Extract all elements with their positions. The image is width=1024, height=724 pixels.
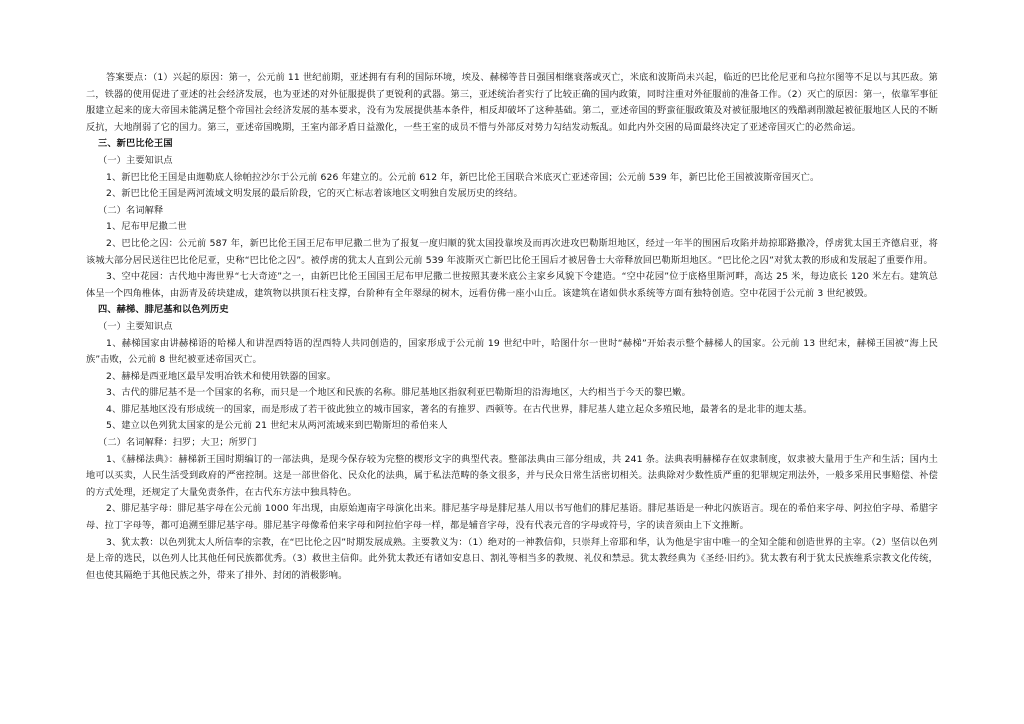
list-item: 2、腓尼基字母：腓尼基字母在公元前 1000 年出现，由原始迦南字母演化出来。腓尼基字母是腓尼基人用以书写他们的腓尼基语。腓尼基语是一种北闪族语言。现在的希伯来字母、阿拉伯字母、希腊字母、拉丁字母等，都可追溯至腓尼基字母。腓尼基字母像希伯来字母和阿拉伯字母一样，都是辅音字母，没有代表元音的字母或符号，字的读音须由上下文推断。	[86, 503, 938, 532]
list-item: 3、古代的腓尼基不是一个国家的名称，而只是一个地区和民族的名称。腓尼基地区指叙利亚巴勒斯坦的沿海地区，大约相当于今天的黎巴嫩。	[106, 387, 691, 399]
list-item: 1、新巴比伦王国是由迦勒底人徐帕拉沙尔于公元前 626 年建立的。公元前 612 年，新巴比伦王国联合米底灭亡亚述帝国；公元前 539 年，新巴比伦王国被波斯帝国灭亡。	[106, 171, 820, 183]
list-item: 3、犹太教：以色列犹太人所信奉的宗教，在“巴比伦之囚”时期发展成熟。主要教义为：（1）绝对的一神教信仰，只崇拜上帝耶和华，认为他是宇宙中唯一的全知全能和创造世界的主宰。（2）坚信以色列是上帝的选民，以色列人比其他任何民族都优秀。（3）救世主信仰。此外犹太教还有诸如安息日、割礼等相当多的教规、礼仪和禁忌。犹太教经典为《圣经·旧约》。犹太教有利于犹太民族维系宗教文化传统，但也使其隔绝于其他民族之外，带来了排外、封闭的消极影响。	[86, 536, 938, 581]
list-item: 1、《赫梯法典》：赫梯新王国时期编订的一部法典，是现今保存较为完整的楔形文字的典型代表。整部法典由三部分组成，共 241 条。法典表明赫梯存在奴隶制度，奴隶被大量用于生产和生活；国内土地可以买卖，人民生活受到政府的严密控制。这是一部世俗化、民众化的法典，属于私法范畴的条文很多，并与民众日常生活密切相关。法典除对少数性质严重的犯罪规定刑法外，一般多采用民事赔偿、补偿的方式处理，还规定了大量免责条件，在古代东方法中独具特色。	[86, 453, 938, 498]
section-heading-hittite-phoenicia-israel: 四、赫梯、腓尼基和以色列历史	[98, 304, 229, 316]
list-item: 3、空中花园：古代地中海世界“七大奇迹”之一，由新巴比伦王国国王尼布甲尼撒二世按照其妻米底公主家乡风貌下令建造。“空中花园”位于底格里斯河畔，高达 25 米，每边底长 120 米左右。建筑总体呈一个四角椎体，由沥青及砖块建成，建筑物以拱顶石柱支撑，台阶种有全年翠绿的树木，远看仿佛一座小山丘。该建筑在诸如供水系统等方面有独特创造。空中花园于公元前 3 世纪被毁。	[86, 271, 938, 299]
list-item: 2、新巴比伦王国是两河流域文明发展的最后阶段，它的灭亡标志着该地区文明独自发展历史的终结。	[106, 188, 523, 200]
subheading-term-definitions: （二）名词解释：扫罗；大卫；所罗门	[98, 437, 257, 449]
subheading-key-points: （一）主要知识点	[98, 154, 173, 166]
list-item: 1、赫梯国家由讲赫梯语的哈梯人和讲涅西特语的涅西特人共同创造的，国家形成于公元前 19 世纪中叶，哈图什尔一世时“赫梯”开始表示整个赫梯人的国家。公元前 13 世纪末，赫梯王国被“海上民族”击败，公元前 8 世纪被亚述帝国灭亡。	[86, 337, 938, 366]
list-item: 4、腓尼基地区没有形成统一的国家，而是形成了若干彼此独立的城市国家，著名的有推罗、西顿等。在古代世界，腓尼基人建立起众多殖民地，最著名的是北非的迦太基。	[106, 403, 813, 415]
subheading-key-points: （一）主要知识点	[98, 320, 173, 332]
list-item: 5、建立以色列犹太国家的是公元前 21 世纪末从两河流域来到巴勒斯坦的希伯来人	[106, 420, 448, 432]
list-item: 1、尼布甲尼撒二世	[106, 221, 187, 233]
subheading-term-definitions: （二）名词解释	[98, 204, 164, 216]
section-heading-neo-babylonian: 三、新巴比伦王国	[98, 138, 173, 150]
answer-key-paragraph: 答案要点：（1）兴起的原因：第一，公元前 11 世纪前期，亚述拥有有利的国际环境，埃及、赫梯等昔日强国相继衰落或灭亡，米底和波斯尚未兴起，临近的巴比伦尼亚和乌拉尔图等不足以与其匹敌。第二，铁器的使用促进了亚述的社会经济发展，也为亚述的对外征服提供了更锐利的武器。第三，亚述统治者实行了比较正确的国内政策，同时注重对外征服前的准备工作。（2）灭亡的原因：第一，依靠军事征服建立起来的庞大帝国未能满足整个帝国社会经济发展的基本要求，没有为发展提供基本条件，相反却破坏了这种基础。第二，亚述帝国的野蛮征服政策及对被征服地区的残酷剥削激起被征服地区人民的不断反抗，大地削弱了它的国力。第三，亚述帝国晚期，王室内部矛盾日益激化，一些王室的成员不惜与外部反对势力勾结发动叛乱。如此内外交困的局面最终决定了亚述帝国灭亡的必然命运。	[86, 72, 938, 133]
list-item: 2、赫梯是西亚地区最早发明冶铁术和使用铁器的国家。	[106, 370, 337, 382]
list-item: 2、巴比伦之囚：公元前 587 年，新巴比伦王国王尼布甲尼撒二世为了报复一度归顺的犹太国投靠埃及而再次进攻巴勒斯坦地区，经过一年半的围困后攻陷并劫掠耶路撒冷，俘虏犹太国王齐德启亚，将该城大部分居民送往巴比伦尼亚，史称“巴比伦之囚”。被俘虏的犹太人直到公元前 539 年波斯灭亡新巴比伦王国后才被居鲁士大帝释放回巴勒斯坦地区。“巴比伦之囚”对犹太教的形成和发展起了重要作用。	[86, 237, 938, 266]
